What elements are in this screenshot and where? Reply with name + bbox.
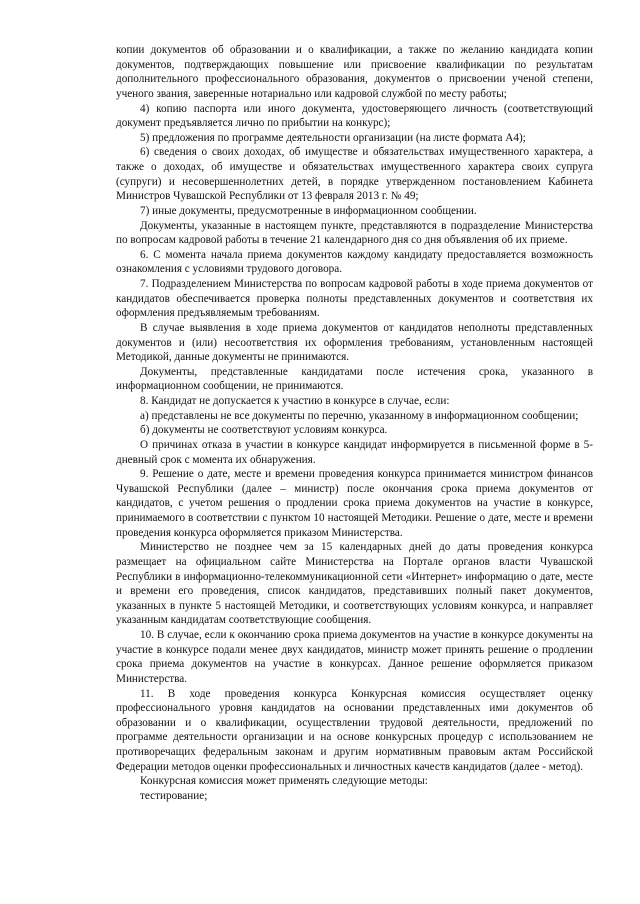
paragraph: 8. Кандидат не допускается к участию в конкурсе в случае, если:: [140, 395, 450, 407]
paragraph: Министерство не позднее чем за 15 календарных дней до даты проведения конкурса размещает на официальном сайте Министерства на Портале органов власти Чувашской Республики в информационно-телекоммуникационной сети «Интернет» информацию о дате, месте и времени его проведения, список кандидатов, представивших полный пакет документов, указанных в пункте 5 настоящей Методики, и соответствующих условиям конкурса, и направляет указанным кандидатам соответствующие сообщения.: [116, 541, 593, 627]
paragraph: Документы, указанные в настоящем пункте, представляются в подразделение Министерства по вопросам кадровой работы в течение 21 календарного дня со дня объявления об их приеме.: [116, 219, 593, 247]
paragraph: а) представлены не все документы по перечню, указанному в информационном сообщении;: [140, 409, 579, 422]
paragraph: тестирование;: [140, 789, 208, 802]
paragraph: 5) предложения по программе деятельности организации (на листе формата А4);: [140, 131, 526, 144]
document-page: [116, 43, 593, 804]
paragraph: Документы, представленные кандидатами после истечения срока, указанного в информационном сообщении, не принимаются.: [116, 365, 593, 393]
paragraph: О причинах отказа в участии в конкурсе кандидат информируется в письменной форме в 5-дневный срок с момента их обнаружения.: [116, 438, 593, 466]
paragraph: В случае выявления в ходе приема документов от кандидатов неполноты представленных документов и (или) несоответствия их оформления требованиям, установленным настоящей Методикой, данные документы не принимаются.: [116, 321, 593, 364]
paragraph: 11. В ходе проведения конкурса Конкурсная комиссия осуществляет оценку профессионального уровня кандидатов на основании представленных ими документов об образовании и о квалификации, осуществлении трудовой деятельности, предложений по программе деятельности организации и на основе конкурсных процедур с использованием не противоречащих федеральным законам и другим нормативным правовым актам Российской Федерации методов оценки профессиональных и личностных качеств кандидатов (далее - метод).: [116, 687, 593, 773]
paragraph: 10. В случае, если к окончанию срока приема документов на участие в конкурсе документы на участие в конкурсе подали менее двух кандидатов, министр может принять решение о продлении срока приема документов на участие в конкурсах. Данное решение оформляется приказом Министерства.: [116, 629, 593, 685]
paragraph: копии документов об образовании и о квалификации, а также по желанию кандидата копии документов, подтверждающих повышение или присвоение квалификации по результатам дополнительного профессионального образования, документов о присвоении ученой степени, ученого звания, заверенные нотариально или кадровой службой по месту работы;: [116, 44, 593, 100]
paragraph: Конкурсная комиссия может применять следующие методы:: [140, 775, 428, 788]
paragraph: б) документы не соответствуют условиям конкурса.: [140, 424, 388, 437]
paragraph: 6. С момента начала приема документов каждому кандидату предоставляется возможность ознакомления с условиями трудового договора.: [116, 248, 593, 276]
paragraph: 7. Подразделением Министерства по вопросам кадровой работы в ходе приема документов от кандидатов обеспечивается проверка полноты представленных документов и соответствия их оформления предъявляемым требованиям.: [116, 278, 593, 320]
paragraph: 7) иные документы, предусмотренные в информационном сообщении.: [140, 204, 477, 217]
paragraph: 9. Решение о дате, месте и времени проведения конкурса принимается министром финансов Чувашской Республики (далее – министр) после окончания срока приема документов от кандидатов, с учетом решения о продлении срока приема документов на участие в конкурсе, принимаемого в соответствии с пунктом 10 настоящей Методики. Решение о дате, месте и времени проведения конкурса оформляется приказом Министерства.: [116, 468, 593, 539]
paragraph: 4) копию паспорта или иного документа, удостоверяющего личность (соответствующий документ предъявляется лично по прибытии на конкурс);: [116, 102, 593, 130]
paragraph: 6) сведения о своих доходах, об имуществе и обязательствах имущественного характера, а также о доходах, об имуществе и обязательствах имущественного характера своих супруга (супруги) и несовершеннолетних детей, в порядке утвержденном постановлением Кабинета Министров Чувашской Республики от 13 февраля 2013 г. № 49;: [116, 146, 593, 203]
